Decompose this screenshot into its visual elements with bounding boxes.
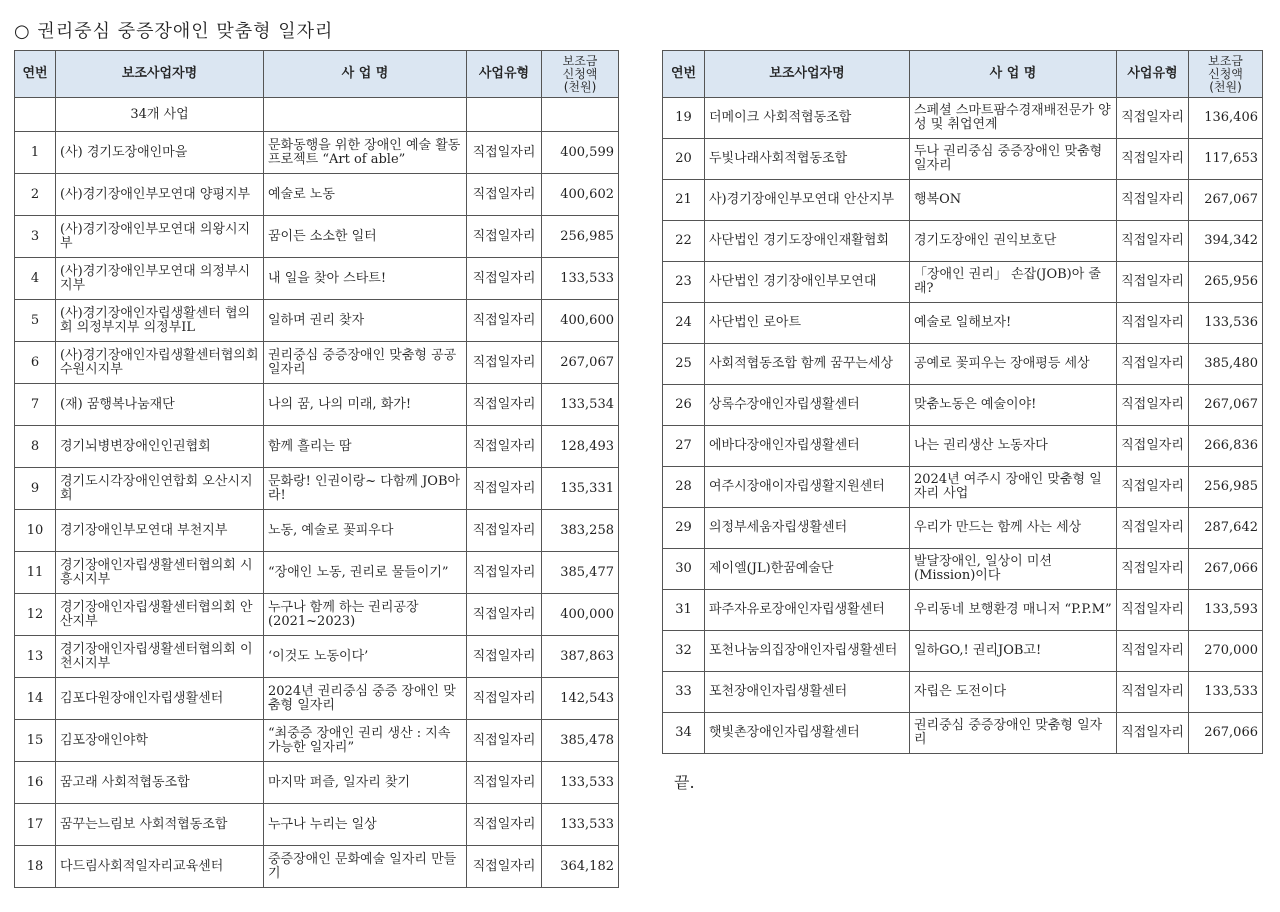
row-number: 17 (15, 804, 56, 846)
row-type: 직접일자리 (467, 216, 542, 258)
row-organization: 포천장애인자립생활센터 (705, 672, 910, 713)
row-organization: 상록수장애인자립생활센터 (705, 385, 910, 426)
row-type: 직접일자리 (1117, 139, 1189, 180)
row-amount: 385,477 (542, 552, 619, 594)
row-amount: 133,533 (542, 804, 619, 846)
summary-count: 34개 사업 (56, 98, 264, 132)
row-organization: (재) 꿈행복나눔재단 (56, 384, 264, 426)
row-number: 18 (15, 846, 56, 888)
row-organization: 파주자유로장애인자립생활센터 (705, 590, 910, 631)
row-organization: (사)경기장애인부모연대 의정부시지부 (56, 258, 264, 300)
row-number: 31 (663, 590, 705, 631)
row-project: 경기도장애인 권익보호단 (910, 221, 1117, 262)
row-project: 행복ON (910, 180, 1117, 221)
row-amount: 394,342 (1189, 221, 1263, 262)
row-organization: 김포다원장애인자립생활센터 (56, 678, 264, 720)
header-org: 보조사업자명 (56, 51, 264, 98)
table-row (15, 174, 619, 216)
header-org: 보조사업자명 (705, 51, 910, 98)
row-project: 권리중심 중증장애인 맞춤형 공공일자리 (264, 342, 467, 384)
row-type: 직접일자리 (467, 426, 542, 468)
row-organization: 더메이크 사회적협동조합 (705, 98, 910, 139)
row-amount: 133,593 (1189, 590, 1263, 631)
row-number: 9 (15, 468, 56, 510)
table-row (15, 594, 619, 636)
table-header-row (15, 51, 619, 98)
row-type: 직접일자리 (1117, 344, 1189, 385)
row-number: 16 (15, 762, 56, 804)
row-type: 직접일자리 (1117, 98, 1189, 139)
row-amount: 128,493 (542, 426, 619, 468)
row-type: 직접일자리 (1117, 672, 1189, 713)
row-organization: 경기장애인부모연대 부천지부 (56, 510, 264, 552)
end-mark: 끝. (674, 773, 695, 792)
row-organization: 의정부세움자립생활센터 (705, 508, 910, 549)
row-organization: 여주시장애이자립생활지원센터 (705, 467, 910, 508)
table-row (15, 720, 619, 762)
table-row (663, 262, 1263, 303)
header-amount-line3: (천원) (563, 79, 597, 94)
row-number: 11 (15, 552, 56, 594)
row-organization: 경기뇌병변장애인인권협회 (56, 426, 264, 468)
row-number: 5 (15, 300, 56, 342)
row-type: 직접일자리 (1117, 549, 1189, 590)
table-body-right (663, 98, 1263, 754)
row-number: 27 (663, 426, 705, 467)
row-organization: 경기장애인자립생활센터협의회 시흥시지부 (56, 552, 264, 594)
row-organization: (사)경기장애인부모연대 양평지부 (56, 174, 264, 216)
table-row (663, 303, 1263, 344)
row-organization: 사단법인 경기도장애인재활협회 (705, 221, 910, 262)
row-number: 8 (15, 426, 56, 468)
table-row (15, 846, 619, 888)
row-amount: 270,000 (1189, 631, 1263, 672)
row-type: 직접일자리 (467, 678, 542, 720)
header-no: 연번 (15, 51, 56, 98)
row-number: 32 (663, 631, 705, 672)
row-project: 일하GO,! 권리JOB고! (910, 631, 1117, 672)
row-number: 6 (15, 342, 56, 384)
row-project: 노동, 예술로 꽃피우다 (264, 510, 467, 552)
row-number: 29 (663, 508, 705, 549)
row-type: 직접일자리 (467, 342, 542, 384)
table-row (15, 132, 619, 174)
row-type: 직접일자리 (1117, 262, 1189, 303)
row-project: “장애인 노동, 권리로 물들이기” (264, 552, 467, 594)
row-amount: 400,000 (542, 594, 619, 636)
row-amount: 387,863 (542, 636, 619, 678)
row-type: 직접일자리 (467, 384, 542, 426)
row-organization: 사단법인 경기장애인부모연대 (705, 262, 910, 303)
header-amount-line1: 보조금 (1208, 53, 1243, 68)
row-type: 직접일자리 (1117, 426, 1189, 467)
row-number: 28 (663, 467, 705, 508)
table-row (15, 300, 619, 342)
table-row (15, 258, 619, 300)
table-row (663, 98, 1263, 139)
summary-project (264, 98, 467, 132)
row-amount: 256,985 (542, 216, 619, 258)
header-type: 사업유형 (1117, 51, 1189, 98)
row-number: 22 (663, 221, 705, 262)
table-row (15, 804, 619, 846)
row-type: 직접일자리 (467, 552, 542, 594)
row-project: 나는 권리생산 노동자다 (910, 426, 1117, 467)
row-project: 공예로 꽃피우는 장애평등 세상 (910, 344, 1117, 385)
table-row (15, 678, 619, 720)
table-row (15, 636, 619, 678)
header-project: 사 업 명 (910, 51, 1117, 98)
row-type: 직접일자리 (467, 300, 542, 342)
row-number: 20 (663, 139, 705, 180)
row-organization: 두빛나래사회적협동조합 (705, 139, 910, 180)
row-type: 직접일자리 (1117, 631, 1189, 672)
row-amount: 133,536 (1189, 303, 1263, 344)
row-amount: 267,066 (1189, 549, 1263, 590)
row-project: 발달장애인, 일상이 미션(Mission)이다 (910, 549, 1117, 590)
row-number: 15 (15, 720, 56, 762)
row-type: 직접일자리 (467, 132, 542, 174)
row-amount: 267,067 (542, 342, 619, 384)
row-amount: 385,478 (542, 720, 619, 762)
row-amount: 267,067 (1189, 180, 1263, 221)
summary-no (15, 98, 56, 132)
table-row (15, 552, 619, 594)
row-number: 10 (15, 510, 56, 552)
row-project: 예술로 노동 (264, 174, 467, 216)
row-amount: 400,599 (542, 132, 619, 174)
row-project: ‘이것도 노동이다’ (264, 636, 467, 678)
header-type: 사업유형 (467, 51, 542, 98)
row-amount: 267,066 (1189, 713, 1263, 754)
row-type: 직접일자리 (467, 720, 542, 762)
row-type: 직접일자리 (467, 468, 542, 510)
row-number: 24 (663, 303, 705, 344)
row-project: 예술로 일해보자! (910, 303, 1117, 344)
row-type: 직접일자리 (1117, 221, 1189, 262)
row-number: 21 (663, 180, 705, 221)
row-amount: 136,406 (1189, 98, 1263, 139)
row-amount: 400,602 (542, 174, 619, 216)
summary-row (15, 98, 619, 132)
table-row (663, 467, 1263, 508)
table-row (663, 344, 1263, 385)
row-organization: 에바다장애인자립생활센터 (705, 426, 910, 467)
row-project: 내 일을 찾아 스타트! (264, 258, 467, 300)
table-row (663, 508, 1263, 549)
row-number: 14 (15, 678, 56, 720)
table-row (663, 426, 1263, 467)
row-project: 우리가 만드는 함께 사는 세상 (910, 508, 1117, 549)
row-type: 직접일자리 (1117, 590, 1189, 631)
header-no: 연번 (663, 51, 705, 98)
row-project: 누구나 누리는 일상 (264, 804, 467, 846)
row-project: 자립은 도전이다 (910, 672, 1117, 713)
row-project: 두나 권리중심 중증장애인 맞춤형 일자리 (910, 139, 1117, 180)
row-type: 직접일자리 (467, 636, 542, 678)
row-type: 직접일자리 (467, 594, 542, 636)
row-number: 25 (663, 344, 705, 385)
row-organization: (사)경기장애인자립생활센터 협의회 의정부지부 의정부IL (56, 300, 264, 342)
row-type: 직접일자리 (1117, 467, 1189, 508)
row-organization: 다드림사회적일자리교육센터 (56, 846, 264, 888)
row-project: 우리동네 보행환경 매니저 “P.P.M” (910, 590, 1117, 631)
header-amount (1189, 51, 1263, 98)
row-amount: 133,533 (542, 258, 619, 300)
row-amount: 265,956 (1189, 262, 1263, 303)
row-amount: 142,543 (542, 678, 619, 720)
row-amount: 385,480 (1189, 344, 1263, 385)
row-amount: 266,836 (1189, 426, 1263, 467)
row-organization: 김포장애인야학 (56, 720, 264, 762)
table-row (663, 385, 1263, 426)
header-amount (542, 51, 619, 98)
row-organization: 제이엘(JL)한꿈예술단 (705, 549, 910, 590)
row-project: 나의 꿈, 나의 미래, 화가! (264, 384, 467, 426)
header-amount-line1: 보조금 (562, 53, 598, 68)
row-amount: 133,533 (1189, 672, 1263, 713)
summary-type (467, 98, 542, 132)
row-number: 1 (15, 132, 56, 174)
row-amount: 287,642 (1189, 508, 1263, 549)
row-organization: 사회적협동조합 함께 꿈꾸는세상 (705, 344, 910, 385)
row-number: 23 (663, 262, 705, 303)
row-project: 2024년 권리중심 중증 장애인 맞춤형 일자리 (264, 678, 467, 720)
row-project: 꿈이든 소소한 일터 (264, 216, 467, 258)
row-type: 직접일자리 (1117, 180, 1189, 221)
row-organization: 경기장애인자립생활센터협의회 안산지부 (56, 594, 264, 636)
row-project: 2024년 여주시 장애인 맞춤형 일자리 사업 (910, 467, 1117, 508)
row-organization: (사)경기장애인자립생활센터협의회 수원시지부 (56, 342, 264, 384)
row-amount: 400,600 (542, 300, 619, 342)
table-row (663, 549, 1263, 590)
table-row (663, 221, 1263, 262)
row-organization: 사)경기장애인부모연대 안산지부 (705, 180, 910, 221)
row-organization: 사단법인 로아트 (705, 303, 910, 344)
table-row (15, 426, 619, 468)
row-type: 직접일자리 (467, 846, 542, 888)
row-type: 직접일자리 (1117, 713, 1189, 754)
row-organization: 경기도시각장애인연합회 오산시지회 (56, 468, 264, 510)
row-number: 13 (15, 636, 56, 678)
row-organization: (사) 경기도장애인마을 (56, 132, 264, 174)
row-project: 권리중심 중증장애인 맞춤형 일자리 (910, 713, 1117, 754)
row-organization: 햇빛촌장애인자립생활센터 (705, 713, 910, 754)
row-amount: 133,534 (542, 384, 619, 426)
row-number: 4 (15, 258, 56, 300)
row-project: 「장애인 권리」 손잡(JOB)아 줄래? (910, 262, 1117, 303)
row-project: “최중증 장애인 권리 생산 : 지속가능한 일자리” (264, 720, 467, 762)
page-title: ○ 권리중심 중증장애인 맞춤형 일자리 (14, 21, 334, 42)
row-amount: 117,653 (1189, 139, 1263, 180)
table-row (663, 672, 1263, 713)
row-project: 문화동행을 위한 장애인 예술 활동 프로젝트 “Art of able” (264, 132, 467, 174)
summary-amount (542, 98, 619, 132)
header-project: 사 업 명 (264, 51, 467, 98)
row-type: 직접일자리 (1117, 385, 1189, 426)
table-row (663, 180, 1263, 221)
row-organization: 꿈꾸는느림보 사회적협동조합 (56, 804, 264, 846)
row-type: 직접일자리 (467, 258, 542, 300)
row-project: 맞춤노동은 예술이야! (910, 385, 1117, 426)
row-amount: 256,985 (1189, 467, 1263, 508)
row-project: 중증장애인 문화예술 일자리 만들기 (264, 846, 467, 888)
table-row (15, 342, 619, 384)
table-row (15, 468, 619, 510)
row-number: 12 (15, 594, 56, 636)
row-type: 직접일자리 (1117, 508, 1189, 549)
row-amount: 133,533 (542, 762, 619, 804)
row-number: 19 (663, 98, 705, 139)
grant-table-left (14, 50, 619, 888)
row-number: 33 (663, 672, 705, 713)
row-amount: 364,182 (542, 846, 619, 888)
table-header-row (663, 51, 1263, 98)
row-organization: 포천나눔의집장애인자립생활센터 (705, 631, 910, 672)
row-type: 직접일자리 (1117, 303, 1189, 344)
table-row (15, 510, 619, 552)
row-organization: (사)경기장애인부모연대 의왕시지부 (56, 216, 264, 258)
header-amount-line2: 신청액 (1208, 66, 1243, 81)
table-row (663, 590, 1263, 631)
row-project: 마지막 퍼즐, 일자리 찾기 (264, 762, 467, 804)
row-number: 34 (663, 713, 705, 754)
header-amount-line3: (천원) (1209, 79, 1242, 94)
row-project: 문화랑! 인권이랑~ 다함께 JOB아라! (264, 468, 467, 510)
row-number: 7 (15, 384, 56, 426)
table-row (15, 384, 619, 426)
table-row (663, 713, 1263, 754)
table-row (663, 139, 1263, 180)
row-amount: 383,258 (542, 510, 619, 552)
row-type: 직접일자리 (467, 174, 542, 216)
row-organization: 경기장애인자립생활센터협의회 이천시지부 (56, 636, 264, 678)
table-row (15, 762, 619, 804)
header-amount-line2: 신청액 (562, 66, 598, 81)
row-type: 직접일자리 (467, 804, 542, 846)
row-project: 누구나 함께 하는 권리공장 (2021~2023) (264, 594, 467, 636)
row-number: 26 (663, 385, 705, 426)
row-project: 함께 흘리는 땀 (264, 426, 467, 468)
row-project: 스페셜 스마트팜수경재배전문가 양성 및 취업연계 (910, 98, 1117, 139)
row-amount: 135,331 (542, 468, 619, 510)
grant-table-right (662, 50, 1263, 754)
table-row (15, 216, 619, 258)
row-type: 직접일자리 (467, 510, 542, 552)
row-number: 30 (663, 549, 705, 590)
table-row (663, 631, 1263, 672)
row-project: 일하며 권리 찾자 (264, 300, 467, 342)
row-number: 3 (15, 216, 56, 258)
row-type: 직접일자리 (467, 762, 542, 804)
row-amount: 267,067 (1189, 385, 1263, 426)
row-number: 2 (15, 174, 56, 216)
table-body-left (15, 98, 619, 888)
row-organization: 꿈고래 사회적협동조합 (56, 762, 264, 804)
